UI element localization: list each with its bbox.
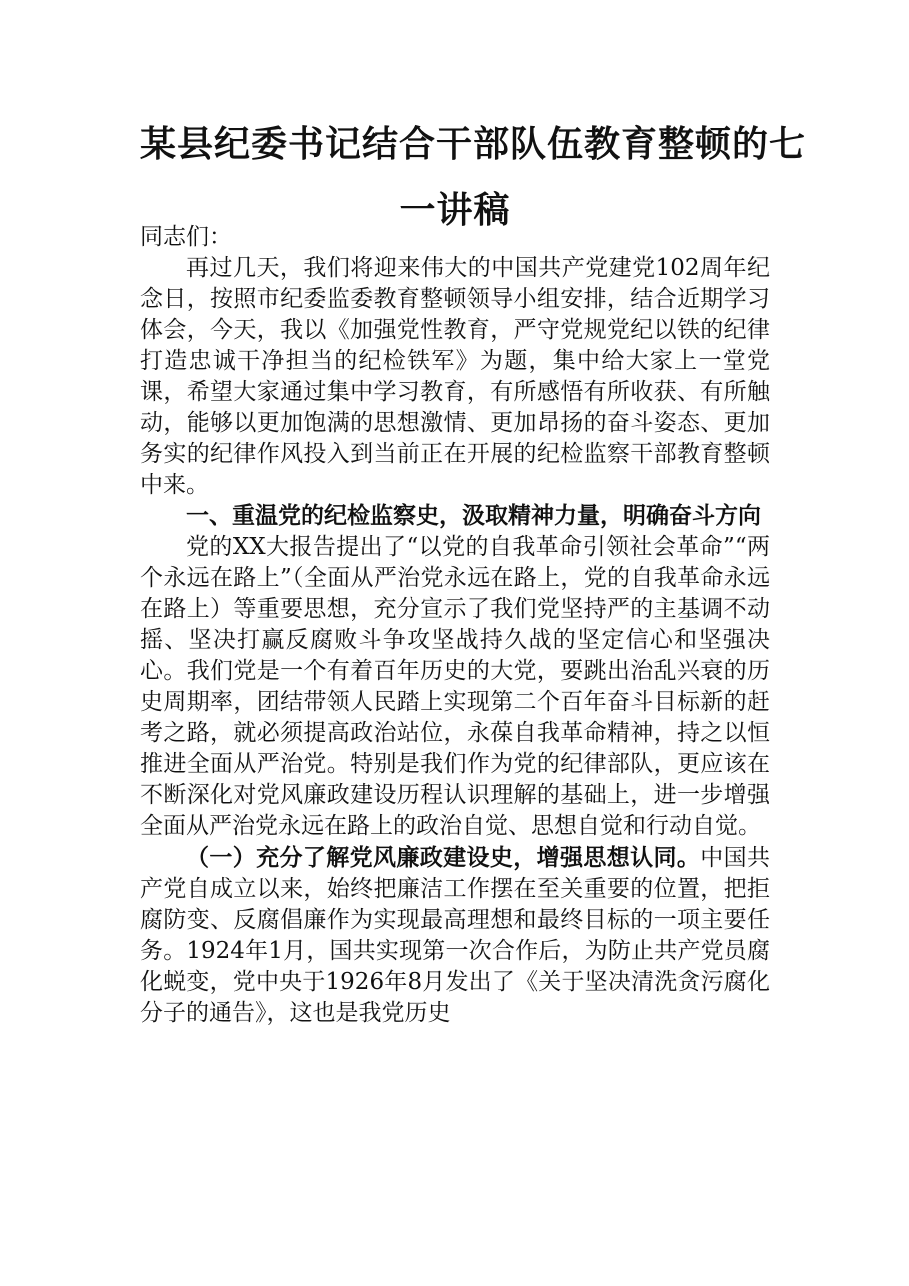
subsection-text-1: 中国共产党自成立以来，始终把廉洁工作摆在至关重要的位置，把拒腐防变、反腐倡廉作为实现最高理想和最终目标的一项主要任务。1924年1月，国共实现第一次合作后，为防止共产党员腐化蜕变，党中央于1926年8月发出了《关于坚决清洗贪污腐化分子的通告》，这也是我党历史 (140, 845, 770, 1026)
subsection-heading-1: （一）充分了解党风廉政建设史，增强思想认同。 (186, 844, 701, 871)
document-title-line-2: 一讲稿 (399, 189, 511, 231)
paragraph-subsection-1 (140, 842, 770, 1029)
document-title-line-1: 某县纪委书记结合干部队伍教育整顿的七 (140, 123, 807, 165)
paragraph-section-1: 党的XX大报告提出了“以党的自我革命引领社会革命”“两个永远在路上”（全面从严治党永远在路上，党的自我革命永远在路上）等重要思想，充分宣示了我们党坚持严的主基调不动摇、坚决打赢反腐败斗争攻坚战持久战的坚定信心和坚强决心。我们党是一个有着百年历史的大党，要跳出治乱兴衰的历史周期率，团结带领人民踏上实现第二个百年奋斗目标新的赶考之路，就必须提高政治站位，永葆自我革命精神，持之以恒推进全面从严治党。特别是我们作为党的纪律部队，更应该在不断深化对党风廉政建设历程认识理解的基础上，进一步增强全面从严治党永远在路上的政治自觉、思想自觉和行动自觉。 (140, 534, 770, 839)
section-heading-1: 一、重温党的纪检监察史，汲取精神力量，明确奋斗方向 (186, 503, 761, 529)
paragraph-intro: 再过几天，我们将迎来伟大的中国共产党建党102周年纪念日，按照市纪委监委教育整顿领导小组安排，结合近期学习体会，今天，我以《加强党性教育，严守党规党纪以铁的纪律打造忠诚干净担当的纪检铁军》为题，集中给大家上一堂党课，希望大家通过集中学习教育，有所感悟有所收获、有所触动，能够以更加饱满的思想激情、更加昂扬的奋斗姿态、更加务实的纪律作风投入到当前正在开展的纪检监察干部教育整顿中来。 (140, 255, 770, 498)
salutation: 同志们： (140, 224, 232, 250)
document-body (140, 222, 770, 1029)
